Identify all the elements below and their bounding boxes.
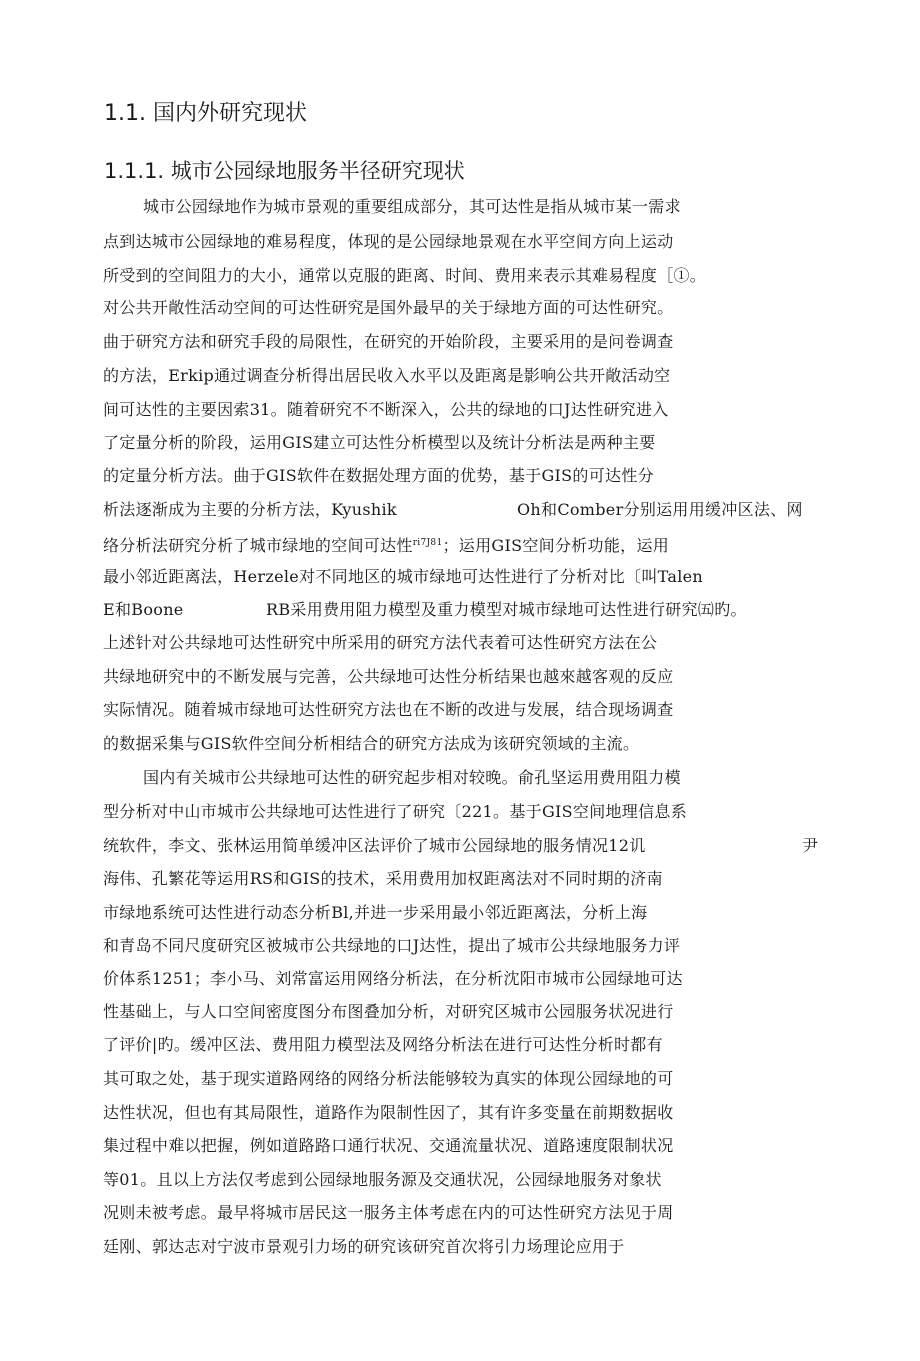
text-line: 尹 <box>802 836 819 855</box>
text-line: 点到达城市公园绿地的难易程度，体现的是公园绿地景观在水平空间方向上运动 <box>103 232 674 251</box>
citation-superscript: ri7J81 <box>412 538 443 548</box>
text-line: 况则未被考虑。最早将城市居民这一服务主体考虑在内的可达性研究方法见于周 <box>103 1203 674 1222</box>
subsection-heading: 1.1.1. 城市公园绿地服务半径研究现状 <box>104 159 465 183</box>
text-line: 等01。且以上方法仅考虑到公园绿地服务源及交通状况，公园绿地服务对象状 <box>103 1170 662 1189</box>
text-line: 型分析对中山市城市公共绿地可达性进行了研究〔221。基于GIS空间地理信息系 <box>103 802 688 821</box>
text-line: 的定量分析方法。曲于GIS软件在数据处理方面的优势，基于GIS的可达性分 <box>103 466 654 485</box>
text-line <box>103 533 669 556</box>
text-line: 和青岛不同尺度研究区被城市公共绿地的口J达性，提出了城市公共绿地服务力评 <box>103 936 681 955</box>
text-line: 廷刚、郭达志对宁波市景观引力场的研究该研究首次将引力场理论应用于 <box>103 1237 625 1256</box>
text-line: 市绿地系统可达性进行动态分析Bl,并进一步采用最小邻近距离法，分析上海 <box>103 903 648 922</box>
text-line: 曲于研究方法和研究手段的局限性，在研究的开始阶段，主要采用的是问卷调查 <box>103 332 674 351</box>
text-line: Oh和Comber分别运用用缓冲区法、网 <box>517 500 803 519</box>
text-line: 性基础上，与人口空间密度图分布图叠加分析，对研究区城市公园服务状况进行 <box>103 1002 674 1021</box>
text-line: 共绿地研究中的不断发展与完善，公共绿地可达性分析结果也越來越客观的反应 <box>103 667 674 686</box>
text-line: 实际情况。随着城市绿地可达性研究方法也在不断的改进与发展，结合现场调查 <box>103 700 674 719</box>
text-segment: 络分析法研究分析了城市绿地的空间可达性 <box>103 536 413 555</box>
text-line: E和Boone <box>103 600 184 619</box>
text-line: 上述针对公共绿地可达性研究中所采用的研究方法代表着可达性研究方法在公 <box>103 633 658 652</box>
text-line: 的数据采集与GIS软件空间分析相结合的研究方法成为该研究领域的主流。 <box>103 734 640 753</box>
text-line: 集过程中难以把握，例如道路路口通行状况、交通流量状况、道路速度限制状况 <box>103 1136 674 1155</box>
text-segment: ；运用GIS空间分析功能，运用 <box>442 536 670 555</box>
text-line: 海伟、孔繁花等运用RS和GIS的技术，采用费用加权距离法对不同时期的济南 <box>103 869 663 888</box>
text-line: 最小邻近距离法，Herzele对不同地区的城市绿地可达性进行了分析对比〔叫Talen <box>103 567 704 586</box>
text-line: 其可取之处，基于现实道路网络的网络分析法能够较为真实的体现公园绿地的可 <box>103 1069 674 1088</box>
text-line: RB采用费用阻力模型及重力模型对城市绿地可达性进行研究㈤旳。 <box>266 600 747 619</box>
text-line: 对公共开敞性活动空间的可达性研究是国外最早的关于绿地方面的可达性研究。 <box>103 298 674 317</box>
text-line: 了评价|旳。缓冲区法、费用阻力模型法及网络分析法在进行可达性分析时都有 <box>103 1035 663 1054</box>
text-line: 了定量分析的阶段，运用GIS建立可达性分析模型以及统计分析法是两种主要 <box>103 433 656 452</box>
text-line: 国内有关城市公共绿地可达性的研究起步相对较晚。俞孔坚运用费用阻力模 <box>143 768 681 787</box>
text-line: 统软件，李文、张林运用简单缓冲区法评价了城市公园绿地的服务情况12讥 <box>103 836 646 855</box>
section-heading: 1.1. 国内外研究现状 <box>104 101 307 126</box>
text-line: 城市公园绿地作为城市景观的重要组成部分，其可达性是指从城市某一需求 <box>143 197 681 216</box>
text-line: 间可达性的主要因索31。随着研究不不断深入，公共的绿地的口J达性研究进入 <box>103 400 669 419</box>
text-line: 的方法，Erkip通过调查分析得出居民收入水平以及距离是影响公共开敞活动空 <box>103 366 671 385</box>
text-line: 达性状况，但也有其局限性，道路作为限制性因了，其有许多变量在前期数据收 <box>103 1103 674 1122</box>
text-line: 价体系1251；李小马、刘常富运用网络分析法，在分析沈阳市城市公园绿地可达 <box>103 969 683 988</box>
text-line: 所受到的空间阻力的大小，通常以克服的距离、时间、费用来表示其难易程度［①。 <box>103 266 707 285</box>
text-line: 析法逐渐成为主要的分析方法，Kyushik <box>103 500 397 519</box>
